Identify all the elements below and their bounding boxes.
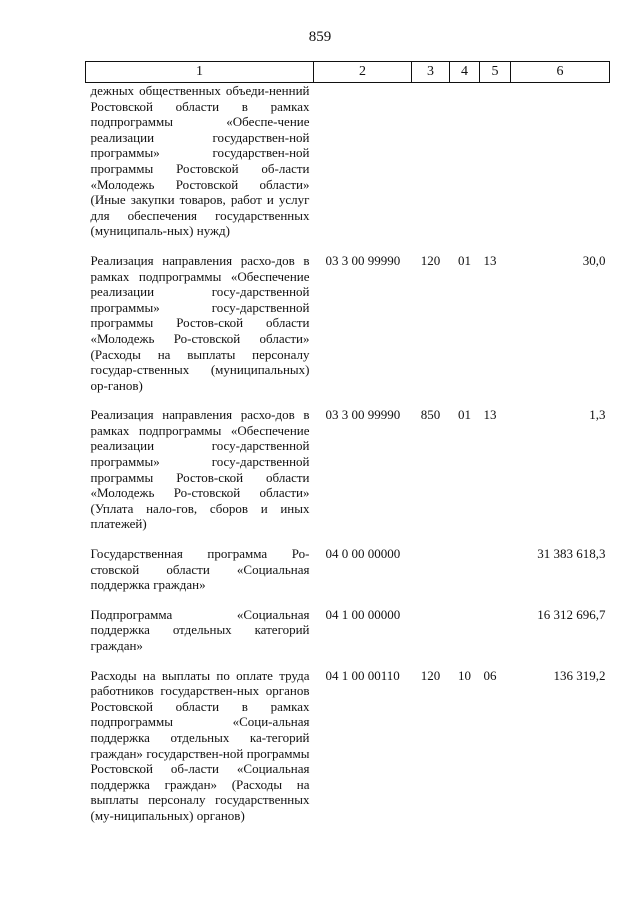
row-subsection xyxy=(480,593,511,654)
column-header-2: 2 xyxy=(314,62,412,83)
column-header-6: 6 xyxy=(511,62,610,83)
row-amount: 136 319,2 xyxy=(553,667,606,683)
row-expense-type xyxy=(412,593,450,654)
page-number: 859 xyxy=(308,29,332,45)
row-expense-type: 850 xyxy=(420,407,441,423)
row-target-article: 04 1 00 00110 xyxy=(325,667,400,683)
row-description: Подпрограмма «Социальная поддержка отдельных категорий граждан» xyxy=(90,606,310,653)
row-subsection: 06 xyxy=(483,667,497,683)
row-subsection xyxy=(480,532,511,593)
row-description: Реализация направления расхо-дов в рамках подпрограммы «Обеспечение реализации госу-дарственной программы» госу-дарственной программы Ростов-ской области «Молодежь Ро-стовской области» (Расходы на выплаты персоналу государ-ственных (муниципальных) ор-ганов) xyxy=(90,252,310,393)
table-row xyxy=(86,239,610,393)
row-expense-type xyxy=(412,83,450,239)
row-section: 01 xyxy=(458,407,471,423)
row-amount: 1,3 xyxy=(589,407,606,423)
row-amount: 16 312 696,7 xyxy=(537,606,606,622)
table-header-row xyxy=(86,62,610,83)
row-expense-type: 120 xyxy=(420,667,441,683)
row-subsection xyxy=(480,83,511,239)
row-section xyxy=(450,83,480,239)
row-target-article: 03 3 00 99990 xyxy=(325,407,401,423)
row-target-article xyxy=(314,83,412,239)
table-row xyxy=(86,393,610,532)
row-expense-type: 120 xyxy=(420,252,441,268)
row-target-article: 04 0 00 00000 xyxy=(325,546,401,562)
row-target-article: 03 3 00 99990 xyxy=(325,252,401,268)
row-subsection: 13 xyxy=(483,407,497,423)
row-subsection: 13 xyxy=(483,252,497,268)
column-header-5: 5 xyxy=(480,62,511,83)
table-row xyxy=(86,532,610,593)
row-description: Расходы на выплаты по оплате труда работников государствен-ных органов Ростовской области в рамках подпрограммы «Соци-альная поддержка отдельных ка-тегорий граждан» государствен-ной программы Ростовской об-ласти «Социальная поддержка граждан» (Расходы на выплаты персоналу государственных (му-ниципальных) органов) xyxy=(90,667,310,823)
row-description: дежных общественных объеди-ненний Ростовской области в рамках подпрограммы «Обеспе-чение реализации государствен-ной программы» государствен-ной программы Ростовской об-ласти «Молодежь Ростовской области» (Иные закупки товаров, работ и услуг для обеспечения государственных (муниципаль-ных) нужд) xyxy=(90,83,310,239)
budget-table xyxy=(85,61,610,824)
column-header-1: 1 xyxy=(86,62,314,83)
row-description: Реализация направления расхо-дов в рамках подпрограммы «Обеспечение реализации госу-дарственной программы» госу-дарственной программы Ростов-ской области «Молодежь Ро-стовской области» (Уплата нало-гов, сборов и иных платежей) xyxy=(90,407,310,532)
row-amount: 31 383 618,3 xyxy=(537,546,606,562)
table-row xyxy=(86,83,610,239)
row-section xyxy=(450,532,480,593)
table-row xyxy=(86,654,610,824)
row-section: 01 xyxy=(458,252,471,268)
column-header-3: 3 xyxy=(412,62,450,83)
table-row xyxy=(86,593,610,654)
column-header-4: 4 xyxy=(450,62,480,83)
row-expense-type xyxy=(412,532,450,593)
row-target-article: 04 1 00 00000 xyxy=(325,606,401,622)
row-amount: 30,0 xyxy=(582,252,606,268)
row-section: 10 xyxy=(458,667,471,683)
row-description: Государственная программа Ро-стовской области «Социальная поддержка граждан» xyxy=(90,546,310,593)
row-section xyxy=(450,593,480,654)
row-amount xyxy=(511,83,610,239)
